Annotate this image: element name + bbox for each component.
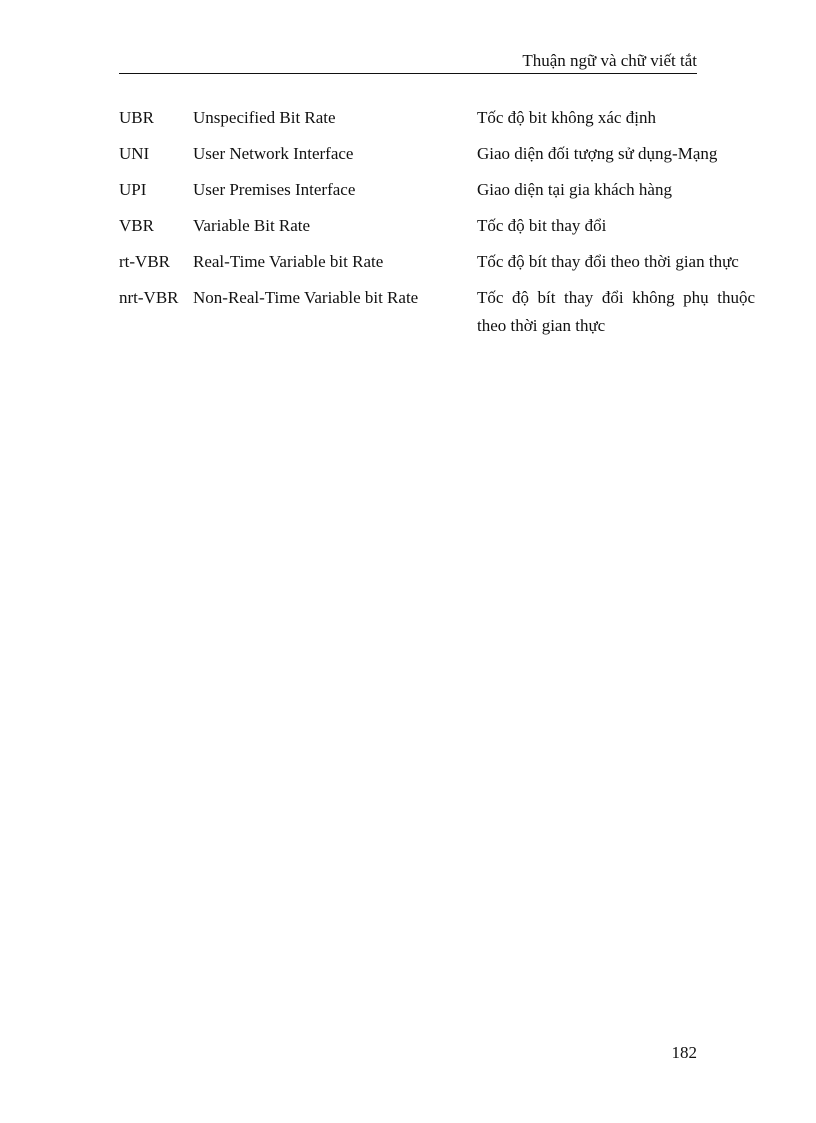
abbreviation: UNI — [119, 144, 150, 163]
vietnamese-meaning: Tốc độ bit thay đổi — [477, 216, 607, 235]
table-row — [119, 176, 759, 204]
table-row — [119, 212, 759, 240]
vietnamese-meaning: Giao diện tại gia khách hàng — [477, 180, 672, 199]
full-term: User Network Interface — [193, 144, 354, 163]
full-term: Unspecified Bit Rate — [193, 108, 336, 127]
full-term: Variable Bit Rate — [193, 216, 311, 235]
table-row — [119, 104, 759, 132]
table-row — [119, 140, 759, 168]
abbreviation-table — [119, 104, 759, 348]
full-term: Non-Real-Time Variable bit Rate — [193, 288, 419, 307]
abbreviation: UBR — [119, 108, 154, 127]
abbreviation: rt-VBR — [119, 252, 170, 271]
abbreviation: nrt-VBR — [119, 288, 179, 307]
vietnamese-meaning: Giao diện đối tượng sử dụng-Mạng — [477, 144, 718, 163]
running-header-title: Thuận ngữ và chữ viết tắt — [522, 51, 697, 70]
vietnamese-meaning: Tốc độ bít thay đổi theo thời gian thực — [477, 252, 739, 271]
header-rule — [119, 73, 697, 74]
full-term: User Premises Interface — [193, 180, 356, 199]
table-row — [119, 248, 759, 276]
page-number: 182 — [671, 1043, 697, 1062]
vietnamese-meaning: Tốc độ bit không xác định — [477, 108, 656, 127]
vietnamese-meaning: Tốc độ bít thay đổi không phụ thuộc theo thời gian thực — [477, 288, 755, 335]
abbreviation: VBR — [119, 216, 154, 235]
full-term: Real-Time Variable bit Rate — [193, 252, 384, 271]
abbreviation: UPI — [119, 180, 147, 199]
table-row — [119, 284, 759, 340]
